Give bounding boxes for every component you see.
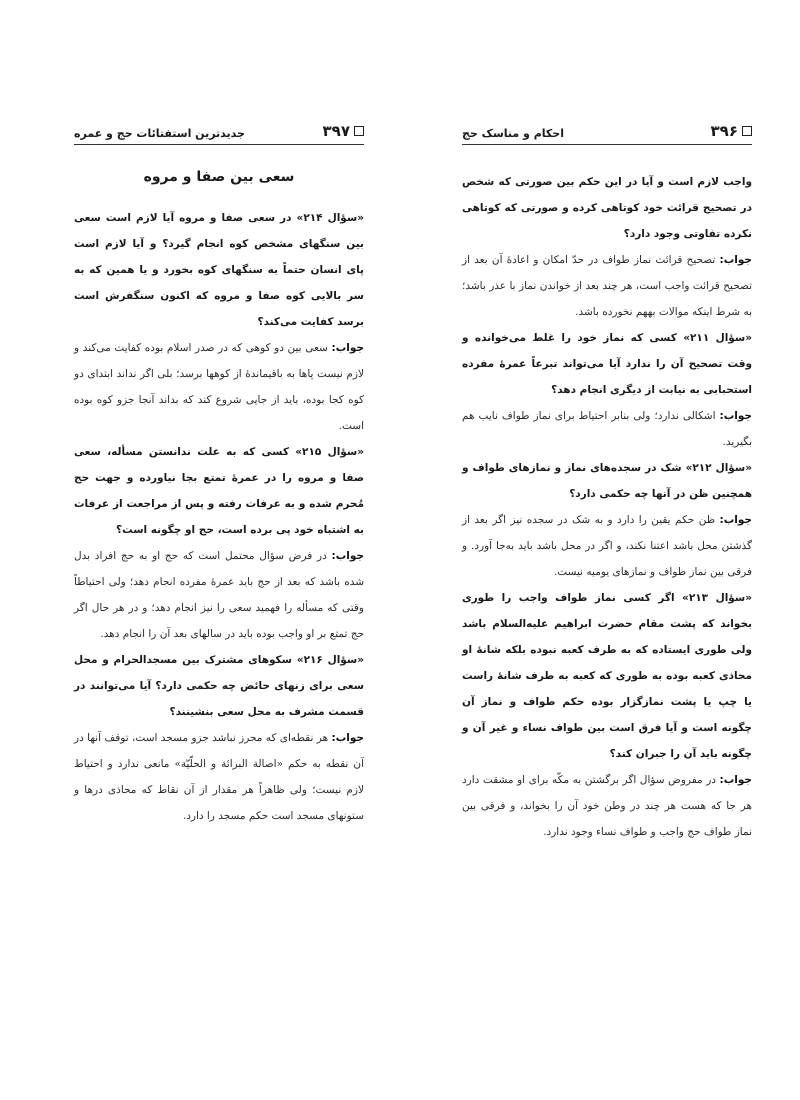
answer-label: جواب: <box>331 550 364 562</box>
answer-text: هر نقطه‌ای که محرز نباشد جزو مسجد است، توقف آنها در آن نقطه به حکم «اصالة البرائة و الحلّیّة» مانعی ندارد و احتیاط لازم نیست؛ ولی ظاهراً هر مقدار از آن نقاط که محاذی درها و ستونهای مسجد است حکم مسجد را دارد. <box>74 732 364 822</box>
answer-label: جواب: <box>719 410 752 422</box>
answer-text: ظن حکم یقین را دارد و به شک در سجده نیز اگر بعد از گذشتن محل باشد اعتنا نکند، و اگر در محل باشد باید به‌جا آورد. و فرقی بین نماز طواف و نمازهای یومیه نیست. <box>462 514 752 578</box>
right-page-number <box>711 122 752 140</box>
right-page-content <box>462 169 752 845</box>
answer-label: جواب: <box>719 514 752 526</box>
answer-paragraph <box>462 767 752 845</box>
answer-text: سعی بین دو کوهی که در صدر اسلام بوده کفایت می‌کند و لازم نیست پاها به باقیماندهٔ از کوهها برسد؛ بلی اگر نداند ابتدای دو کوه کجا بوده، باید از جایی شروع کند که بداند آنجا جزو کوه بوده است. <box>74 342 364 432</box>
section-title: سعی بین صفا و مروه <box>143 169 295 185</box>
answer-paragraph <box>462 247 752 325</box>
folio-square-icon <box>354 126 364 136</box>
answer-text: اشکالی ندارد؛ ولی بنابر احتیاط برای نماز طواف نایب هم بگیرید. <box>462 410 752 448</box>
right-running-title: احکام و مناسک حج <box>462 127 564 140</box>
question-text: «سؤال ۲۱۲» شک در سجده‌های نماز و نمازهای طواف و همچنین ظن در آنها چه حکمی دارد؟ <box>462 462 752 500</box>
answer-text: در فرض سؤال محتمل است که حج او به حج افراد بدل شده باشد که بعد از حج باید عمرهٔ مفرده انجام دهد؛ ولی احتیاطاً وقتی که مسأله را فهمید سعی را نیز انجام دهد؛ و در هر حال اگر حج تمتع بر او واجب بوده باید در سالهای بعد آن را انجام دهد. <box>74 550 364 640</box>
right-page <box>462 118 752 845</box>
answer-label: جواب: <box>331 342 364 354</box>
answer-label: جواب: <box>719 774 752 786</box>
question-text: «سؤال ۲۱۴» در سعی صفا و مروه آیا لازم است سعی بین سنگهای مشخص کوه انجام گیرد؟ و آیا لازم است پای انسان حتماً به سنگهای کوه بخورد و یا همین که به سر بالایی کوه صفا و مروه که اکنون سنگفرش است برسد کفایت می‌کند؟ <box>74 212 364 328</box>
left-page <box>74 118 364 829</box>
folio-square-icon <box>742 126 752 136</box>
answer-text: در مفروض سؤال اگر برگشتن به مکّه برای او مشقت دارد هر جا که هست هر چند در وطن خود آن را بخواند، و فرقی بین نماز طواف حج واجب و طواف نساء وجود ندارد. <box>462 774 752 838</box>
left-page-number-text: ۳۹۷ <box>322 122 350 140</box>
answer-paragraph <box>462 507 752 585</box>
question-text: «سؤال ۲۱۳» اگر کسی نماز طواف واجب را طوری بخواند که پشت مقام حضرت ابراهیم علیه‌السلام باشد ولی طوری ایستاده که به طرف کعبه نبوده بلکه شانهٔ او محاذی کعبه بوده به طوری که کعبه به طرف شانهٔ راست یا چپ یا پشت نمازگزار بوده حکم طواف و نماز آن چگونه است و آیا فرق است بین طواف نساء و غیر آن و چگونه باید آن را جبران کند؟ <box>462 592 752 760</box>
question-text: «سؤال ۲۱۵» کسی که به علت ندانستن مسأله، سعی صفا و مروه را در عمرهٔ تمتع بجا نیاورده و جهت حج مُحرم شده و به عرفات رفته و پس از مراجعت از عرفات به اشتباه خود پی برده است، حج او چگونه است؟ <box>74 446 364 536</box>
question-text: واجب لازم است و آیا در این حکم بین صورتی که شخص در تصحیح قرائت خود کوتاهی کرده و صورتی که کوتاهی نکرده تفاوتی وجود دارد؟ <box>462 176 752 240</box>
answer-paragraph <box>462 403 752 455</box>
answer-label: جواب: <box>331 732 364 744</box>
answer-label: جواب: <box>719 254 752 266</box>
left-page-number <box>323 122 364 140</box>
left-page-content <box>74 169 364 829</box>
right-page-number-text: ۳۹۶ <box>710 122 738 140</box>
answer-paragraph <box>74 543 364 647</box>
left-running-title: جدیدترین استفتائات حج و عمره <box>74 127 245 140</box>
question-text: «سؤال ۲۱۶» سکوهای مشترک بین مسجدالحرام و محل سعی برای زنهای حائض چه حکمی دارد؟ آیا می‌توانند در قسمت مشرف به محل سعی بنشینند؟ <box>74 654 364 718</box>
answer-paragraph <box>74 335 364 439</box>
answer-paragraph <box>74 725 364 829</box>
right-running-head <box>462 118 752 145</box>
answer-text: تصحیح قرائت نماز طواف در حدّ امکان و اعادهٔ آن بعد از تصحیح قرائت واجب است، هر چند بعد از خواندن نماز با عذر باشد؛ به شرط اینکه موالات بههم نخورده باشد. <box>462 254 752 318</box>
question-text: «سؤال ۲۱۱» کسی که نماز خود را غلط می‌خوانده و وقت تصحیح آن را ندارد آیا می‌تواند تبرعاً عمرهٔ مفرده استحبابی به نیابت از دیگری انجام دهد؟ <box>462 332 752 396</box>
left-running-head <box>74 118 364 145</box>
